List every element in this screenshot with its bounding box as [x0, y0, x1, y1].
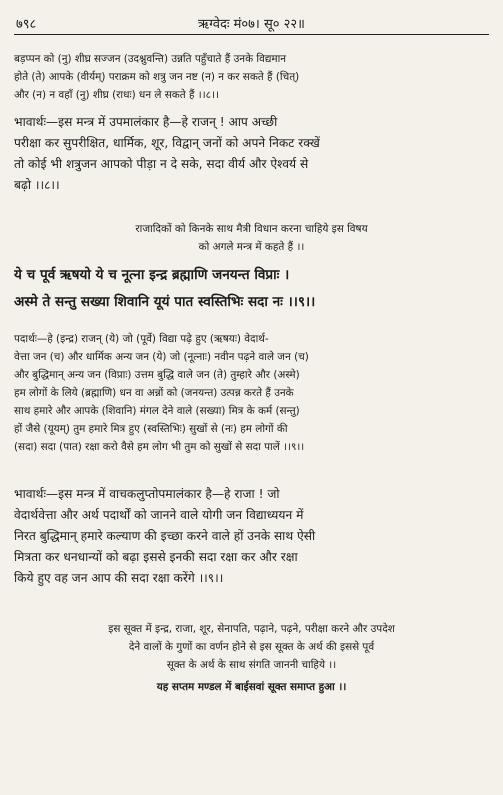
text-line: यह सप्तम मण्डल में बाईसवां सूक्त समाप्त हुआ ।।: [156, 681, 347, 693]
text-line: और बुद्धिमान् अन्य जन (विप्राः) उत्तम बुद्धि वाले जन (ते) तुम्हारे और (अस्मे): [14, 369, 300, 381]
mantra-line: अस्मे ते सन्तु सख्या शिवानि यूयं पात स्वस्तिभिः सदा नः ।।९।।: [14, 294, 316, 310]
sukta-summary: [14, 620, 489, 674]
text-line: साथ हमारे और आपके (शिवानि) मंगल देने वाले (सख्या) मित्र के कर्म (सन्तु): [14, 405, 300, 417]
text-line: परीक्षा कर सुपरीक्षित, धार्मिक, शूर, विद्वान् जनों को अपने निकट रक्खें: [14, 136, 320, 150]
text-line: भावार्थः—इस मन्त्र में वाचकलुप्तोपमालंकार है—हे राजा ! जो: [14, 487, 280, 501]
text-line: वेदार्थवेत्ता और अर्थ पदार्थों को जानने वाले योगी जन विद्याध्ययन में: [14, 508, 304, 522]
sukta-end-note: [14, 678, 489, 696]
running-title: ऋग्वेदः मं०७। सू० २२॥: [198, 17, 305, 32]
text-line: मित्रता कर धनधान्यों को बढ़ा इससे इनकी सदा रक्षा कर और रक्षा: [14, 550, 298, 564]
text-line: बड़प्पन को (नु) शीघ्र सज्जन (उदश्नुवन्ति) उन्नति पहुँचाते हैं उनके विद्यमान: [14, 53, 287, 65]
text-line: को अगले मन्त्र में कहते हैं ।।: [198, 241, 305, 253]
mantra-line: ये च पूर्व ऋषयो ये च नूत्ना इन्द्र ब्रह्माणि जनयन्त विप्राः ।: [14, 267, 290, 283]
topic-intro: [14, 220, 489, 256]
text-line: होते (ते) आपके (वीर्यम्) पराक्रम को शत्रु जन नष्ट (न) न कर सकते हैं (चित्): [14, 71, 300, 83]
page-header: [14, 12, 489, 35]
mantra-9: [14, 262, 489, 316]
page-number: ७९८: [16, 17, 37, 32]
text-line: भावार्थः—इस मन्त्र में उपमालंकार है—हे राजन् ! आप अच्छी: [14, 115, 278, 129]
text-line: हों जैसे (यूयम्) तुम हमारे मित्र हुए (स्वस्तिभिः) सुखों से (नः) हम लोगों की: [14, 423, 288, 435]
text-line: बढ़ो ।।८।।: [14, 178, 60, 192]
text-line: हम लोगों के लिये (ब्रह्माणि) धन वा अन्नों को (जनयन्त) उत्पन्न करते हैं उनके: [14, 387, 294, 399]
bhavartha-9: [14, 484, 489, 589]
padartha-9: [14, 330, 489, 456]
bhavartha-8: [14, 112, 489, 196]
padartha-continuation: [14, 50, 489, 104]
text-line: इस सूक्त में इन्द्र, राजा, शूर, सेनापति, पढ़ाने, पढ़ने, परीक्षा करने और उपदेश: [108, 623, 395, 635]
text-line: तो कोई भी शत्रुजन आपको पीड़ा न दे सके, सदा वीर्य और ऐश्वर्य से: [14, 157, 309, 171]
text-line: राजादिकों को किनके साथ मैत्री विधान करना चाहिये इस विषय: [135, 223, 368, 235]
text-line: निरत बुद्धिमान् हमारे कल्याण की इच्छा करने वाले हों उनके साथ ऐसी: [14, 529, 316, 543]
text-line: किये हुए वह जन आप की सदा रक्षा करेंगे ।।९।।: [14, 571, 224, 585]
text-line: देने वालों के गुणों का वर्णन होने से इस सूक्त के अर्थ की इससे पूर्व: [128, 641, 375, 653]
text-line: वेत्ता जन (च) और धार्मिक अन्य जन (ये) जो (नूत्नाः) नवीन पढ़ने वाले जन (च): [14, 351, 309, 363]
text-line: सूक्त के अर्थ के साथ संगति जाननी चाहिये ।।: [166, 659, 337, 671]
text-line: (सदा) सदा (पात) रक्षा करो वैसे हम लोग भी तुम को सुखों से सदा पालें ।।९।।: [14, 441, 305, 453]
text-line: पदार्थः—हे (इन्द्र) राजन् (ये) जो (पूर्वे) विद्या पढ़े हुए (ऋषयः) वेदार्थ-: [14, 333, 269, 345]
text-line: और (न) न वहाँ (नु) शीघ्र (राधः) धन ले सकते हैं ।।८।।: [14, 89, 219, 101]
